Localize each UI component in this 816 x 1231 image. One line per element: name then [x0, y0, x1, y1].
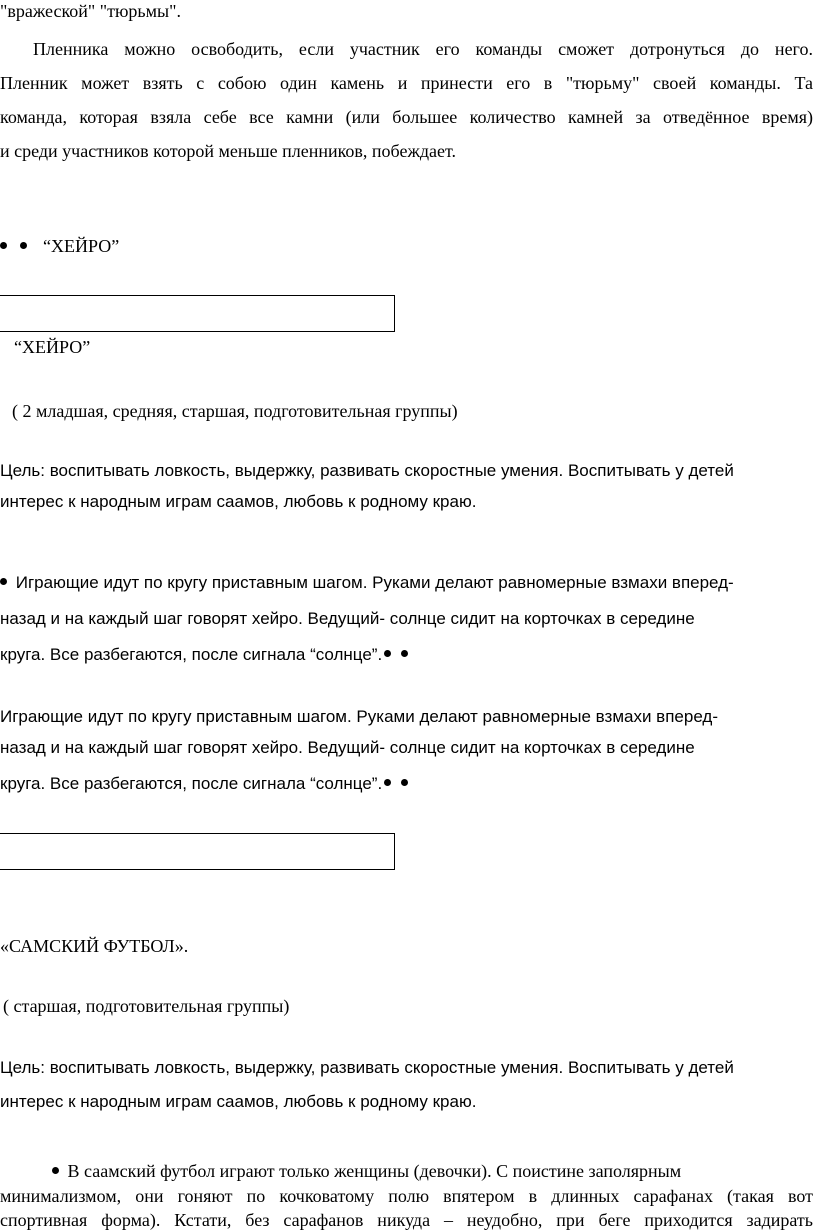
bullet-icon [384, 650, 391, 657]
description-line: спортивная форма). Кстати, без сарафанов никуда – неудобно, при беге приходится задирать [0, 1210, 813, 1230]
game-heading-football: «САМСКИЙ ФУТБОЛ». [0, 936, 189, 956]
description-line: назад и на каждый шаг говорят хейро. Ведущий- солнце сидит на корточках в середине [0, 609, 695, 628]
goal-line: Цель: воспитывать ловкость, выдержку, развивать скоростные умения. Воспитывать у детей [0, 1058, 734, 1077]
game-title: “ХЕЙРО” [43, 236, 120, 256]
empty-frame [0, 295, 395, 332]
bullet-icon [20, 242, 27, 249]
bullet-icon [0, 578, 7, 585]
bullet-icon [0, 242, 7, 249]
paragraph-line: и среди участников которой меньше пленников, побеждает. [0, 141, 457, 161]
goal-line: интерес к народным играм саамов, любовь к родному краю. [0, 492, 477, 511]
description-line: минимализмом, они гоняют по кочковатому полю впятером в длинных сарафанах (такая вот [0, 1186, 813, 1206]
bullet-icon [52, 1167, 59, 1174]
description-line: Играющие идут по кругу приставным шагом. Руками делают равномерные взмахи вперед- [0, 572, 734, 594]
paragraph-line: Пленника можно освободить, если участник его команды сможет дотронуться до него. [33, 39, 813, 59]
empty-frame [0, 833, 395, 870]
description-line: Играющие идут по кругу приставным шагом. Руками делают равномерные взмахи вперед- [0, 707, 718, 726]
paragraph-line: Пленник может взять с собою один камень и принести его в "тюрьму" своей команды. Та [0, 73, 813, 93]
game-heading-kheiro [0, 235, 119, 257]
bullet-icon [401, 779, 408, 786]
top-line: "вражеской" "тюрьмы". [0, 1, 181, 21]
description-line: круга. Все разбегаются, после сигнала “солнце”. [0, 773, 408, 795]
goal-line: интерес к народным играм саамов, любовь к родному краю. [0, 1092, 477, 1111]
description-line: круга. Все разбегаются, после сигнала “солнце”. [0, 644, 408, 666]
age-groups: ( 2 младшая, средняя, старшая, подготовительная группы) [12, 401, 458, 421]
goal-line: Цель: воспитывать ловкость, выдержку, развивать скоростные умения. Воспитывать у детей [0, 461, 734, 480]
bullet-icon [384, 779, 391, 786]
game-title-repeat: “ХЕЙРО” [14, 337, 91, 357]
description-line: назад и на каждый шаг говорят хейро. Ведущий- солнце сидит на корточках в середине [0, 738, 695, 757]
description-line: В саамский футбол играют только женщины (девочки). С поистине заполярным [52, 1160, 681, 1182]
bullet-icon [401, 650, 408, 657]
paragraph-line: команда, которая взяла себе все камни (или большее количество камней за отведённое время) [0, 107, 813, 127]
age-groups: ( старшая, подготовительная группы) [3, 996, 290, 1016]
